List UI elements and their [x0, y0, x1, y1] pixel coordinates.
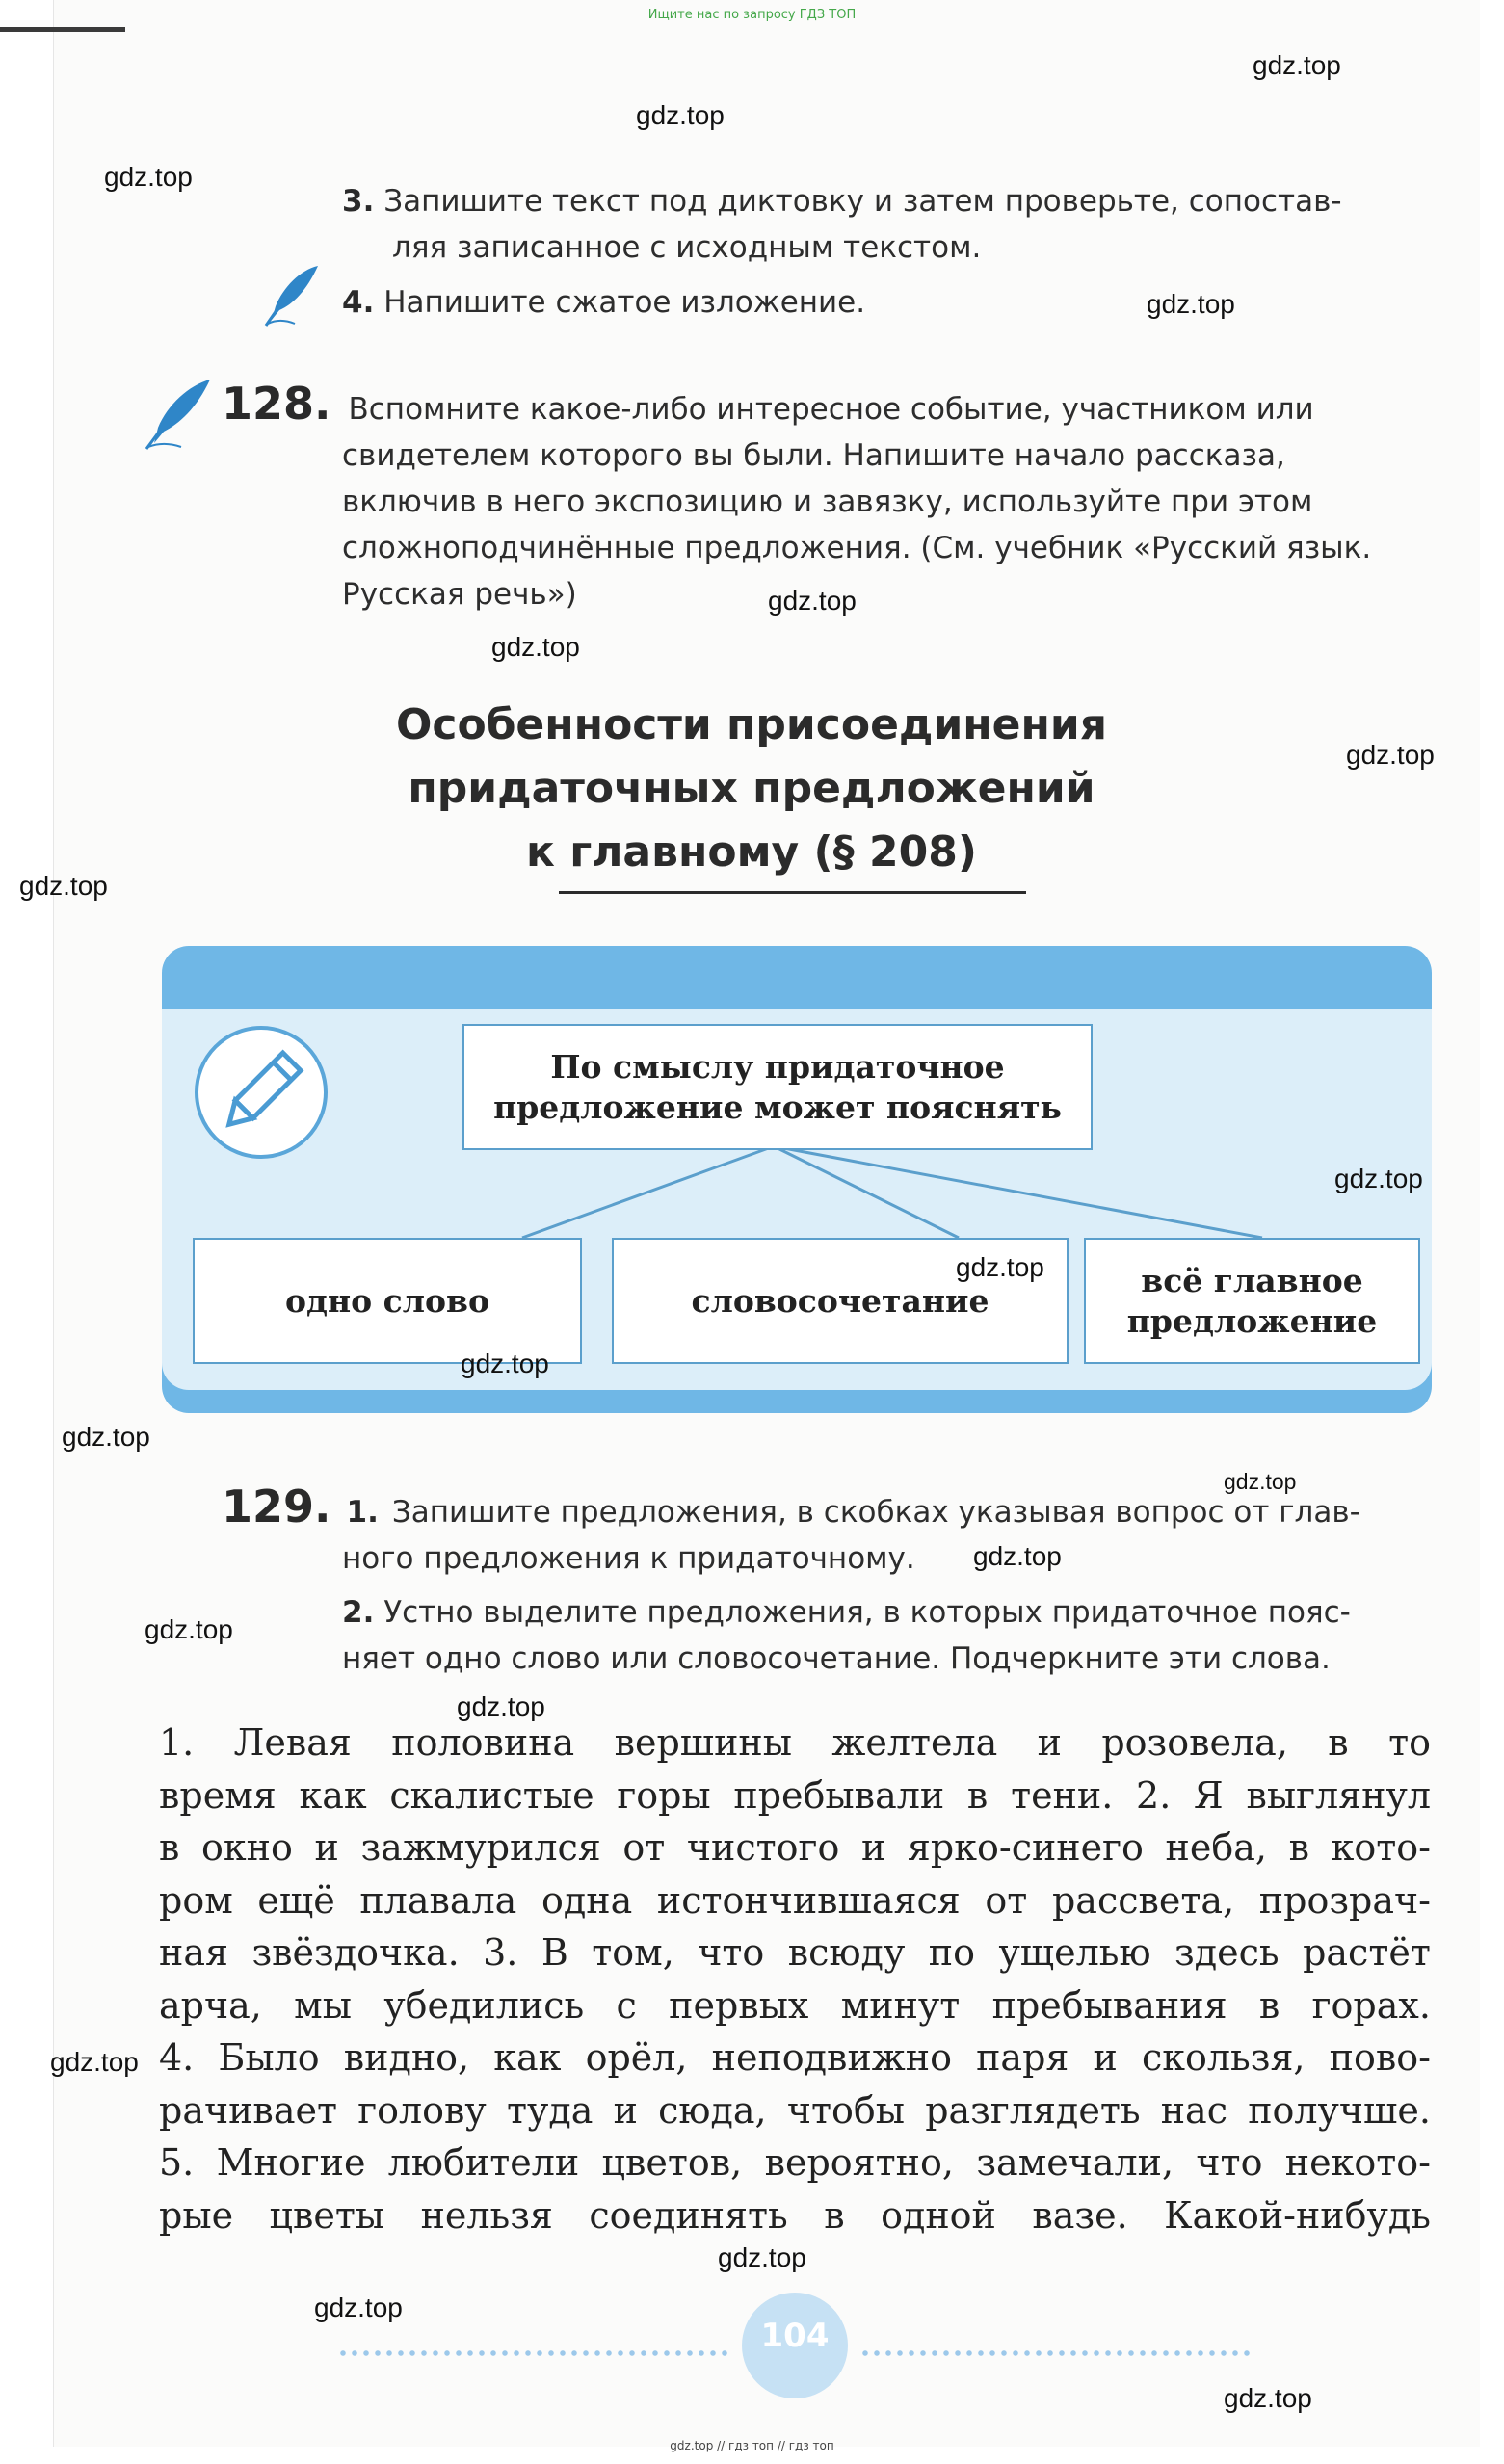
- word: кото-: [1331, 1826, 1431, 1869]
- word: здесь: [1174, 1931, 1280, 1974]
- word: одной: [881, 2193, 996, 2237]
- task-3-line-2: ляя записанное с исходным текстом.: [392, 230, 982, 265]
- word: от: [622, 1826, 666, 1869]
- scheme-box-3-line-1: всё главное: [1141, 1261, 1363, 1299]
- word: и: [1037, 1721, 1062, 1764]
- exercise-129-task-2-number: 2.: [342, 1595, 375, 1630]
- word: видно,: [343, 2036, 470, 2079]
- word: В: [541, 1931, 568, 1974]
- section-heading-line-3: к главному (§ 208): [526, 827, 977, 877]
- word: паря: [976, 2036, 1069, 2079]
- word: горы: [617, 1773, 711, 1817]
- word: скользя,: [1141, 2036, 1306, 2079]
- word: рачивает: [159, 2088, 337, 2132]
- word: в: [824, 2193, 845, 2237]
- exercise-128-line-4: сложноподчинённые предложения. (См. учебник «Русский язык.: [342, 531, 1372, 565]
- watermark: gdz.top: [768, 586, 857, 616]
- word: убедились: [383, 1983, 585, 2027]
- word: вершины: [614, 1721, 792, 1764]
- word: ром: [159, 1878, 233, 1922]
- word: голову: [357, 2088, 487, 2132]
- word: ущелью: [998, 1931, 1151, 1974]
- word: рые: [159, 2193, 234, 2237]
- word: нельзя: [420, 2193, 553, 2237]
- word: зажмурился: [360, 1826, 601, 1869]
- word: орёл,: [585, 2036, 688, 2079]
- exercise-128-line-3: включив в него экспозицию и завязку, используйте при этом: [342, 485, 1313, 519]
- word: плавала: [359, 1878, 517, 1922]
- word: выглянул: [1246, 1773, 1431, 1817]
- text-line-3: [159, 1822, 1431, 1874]
- word: Какой-нибудь: [1164, 2193, 1431, 2237]
- word: скалистые: [389, 1773, 594, 1817]
- word: всюду: [787, 1931, 906, 1974]
- text-line-10: [159, 2189, 1431, 2242]
- exercise-129-number: 129.: [222, 1481, 331, 1533]
- watermark: gdz.top: [19, 871, 108, 901]
- word: первых: [669, 1983, 809, 2027]
- watermark: gdz.top: [491, 632, 580, 662]
- exercise-129-task-2-line-1: Устно выделите предложения, в которых придаточное пояс-: [383, 1595, 1351, 1630]
- word: замечали,: [976, 2141, 1174, 2184]
- watermark: gdz.top: [636, 100, 725, 130]
- word: желтела: [831, 1721, 998, 1764]
- word: 5.: [159, 2141, 195, 2184]
- section-heading-line-1: Особенности присоединения: [395, 700, 1107, 749]
- word: соединять: [589, 2193, 788, 2237]
- word: минут: [840, 1983, 961, 2027]
- text-line-1: [159, 1717, 1431, 1769]
- page-number-dots-left: [337, 2350, 732, 2356]
- watermark: gdz.top: [145, 1614, 233, 1644]
- word: в: [1258, 1983, 1280, 2027]
- word: сюда,: [658, 2088, 767, 2132]
- footer-banner: gdz.top // гдз топ // гдз топ: [670, 2439, 834, 2452]
- word: вазе.: [1032, 2193, 1128, 2237]
- word: 3.: [483, 1931, 518, 1974]
- word: и: [860, 1826, 886, 1869]
- word: тени.: [1011, 1773, 1114, 1817]
- exercise-129-task-2-line-2: няет одно слово или словосочетание. Подчеркните эти слова.: [342, 1641, 1331, 1676]
- word: ная: [159, 1931, 228, 1974]
- word: истончившаяся: [656, 1878, 961, 1922]
- text-line-6: [159, 1979, 1431, 2032]
- word: и: [314, 1826, 339, 1869]
- word: то: [1388, 1721, 1431, 1764]
- watermark: gdz.top: [956, 1252, 1044, 1282]
- watermark: gdz.top: [973, 1541, 1062, 1571]
- word: неба,: [1165, 1826, 1267, 1869]
- word: нас: [1160, 2088, 1227, 2132]
- scheme-main-line-2: предложение может пояснять: [493, 1088, 1062, 1126]
- exercise-128-line-1: Вспомните какое-либо интересное событие, участником или: [348, 392, 1314, 427]
- word: чтобы: [786, 2088, 905, 2132]
- word: 1.: [159, 1721, 195, 1764]
- watermark: gdz.top: [1334, 1164, 1423, 1193]
- word: от: [985, 1878, 1028, 1922]
- scheme-box-phrase: словосочетание: [612, 1238, 1069, 1364]
- word: в: [966, 1773, 989, 1817]
- scheme-box-one-word: одно слово: [193, 1238, 582, 1364]
- word: Многие: [216, 2141, 366, 2184]
- text-line-2: [159, 1769, 1431, 1822]
- word: с: [616, 1983, 637, 2027]
- text-line-9: [159, 2136, 1431, 2189]
- text-line-8: [159, 2084, 1431, 2137]
- word: Я: [1194, 1773, 1224, 1817]
- word: прозрач-: [1258, 1878, 1431, 1922]
- task-4-number: 4.: [342, 285, 375, 320]
- word: цветы: [269, 2193, 385, 2237]
- word: вероятно,: [764, 2141, 954, 2184]
- word: ярко-синего: [907, 1826, 1144, 1869]
- word: любители: [387, 2141, 580, 2184]
- word: пребывания: [991, 1983, 1227, 2027]
- page-number-dots-right: [859, 2350, 1254, 2356]
- exercise-129-text: [159, 1717, 1431, 2241]
- word: неподвижно: [711, 2036, 952, 2079]
- word: цветов,: [601, 2141, 743, 2184]
- exercise-129-task-1-number: 1.: [346, 1495, 379, 1530]
- word: получше.: [1248, 2088, 1431, 2132]
- word: пребывали: [733, 1773, 945, 1817]
- watermark: gdz.top: [50, 2047, 139, 2077]
- word: мы: [294, 1983, 352, 2027]
- word: некото-: [1284, 2141, 1431, 2184]
- word: горах.: [1311, 1983, 1431, 2027]
- word: что: [698, 1931, 765, 1974]
- word: и: [1093, 2036, 1118, 2079]
- watermark: gdz.top: [1224, 1469, 1297, 1494]
- watermark: gdz.top: [314, 2293, 403, 2322]
- word: растёт: [1303, 1931, 1431, 1974]
- watermark: gdz.top: [62, 1422, 150, 1452]
- scheme-main-line-1: По смыслу придаточное: [550, 1047, 1005, 1086]
- text-line-4: [159, 1874, 1431, 1927]
- word: время: [159, 1773, 277, 1817]
- exercise-128-line-2: свидетелем которого вы были. Напишите начало рассказа,: [342, 438, 1285, 473]
- watermark: gdz.top: [1147, 289, 1235, 319]
- word: рассвета,: [1051, 1878, 1235, 1922]
- exercise-128-number: 128.: [222, 378, 331, 430]
- word: пово-: [1329, 2036, 1431, 2079]
- watermark: gdz.top: [718, 2242, 806, 2272]
- word: 4.: [159, 2036, 195, 2079]
- word: звёздочка.: [251, 1931, 460, 1974]
- task-3-number: 3.: [342, 184, 375, 219]
- task-4-text: Напишите сжатое изложение.: [383, 285, 866, 320]
- word: половина: [391, 1721, 575, 1764]
- word: одна: [541, 1878, 633, 1922]
- exercise-129-task-1-line-2: ного предложения к придаточному.: [342, 1541, 915, 1576]
- watermark: gdz.top: [1253, 50, 1341, 80]
- task-3-line-1: Запишите текст под диктовку и затем проверьте, сопостав-: [383, 184, 1342, 219]
- scheme-box-whole-sentence: [1084, 1238, 1420, 1364]
- word: что: [1196, 2141, 1263, 2184]
- watermark: gdz.top: [1224, 2383, 1312, 2413]
- word: разглядеть: [925, 2088, 1141, 2132]
- word: ещё: [257, 1878, 335, 1922]
- word: и: [613, 2088, 638, 2132]
- word: по: [928, 1931, 975, 1974]
- watermark: gdz.top: [104, 162, 193, 192]
- exercise-128-line-5: Русская речь»): [342, 577, 577, 612]
- word: окно: [201, 1826, 293, 1869]
- word: Левая: [233, 1721, 352, 1764]
- word: в: [1328, 1721, 1349, 1764]
- watermark: gdz.top: [457, 1691, 545, 1721]
- watermark: gdz.top: [461, 1349, 549, 1378]
- watermark: gdz.top: [1346, 740, 1435, 770]
- exercise-129-task-1-line-1: Запишите предложения, в скобках указывая вопрос от глав-: [391, 1495, 1360, 1530]
- word: Было: [218, 2036, 320, 2079]
- word: туда: [506, 2088, 594, 2132]
- scheme-box-3-line-2: предложение: [1126, 1301, 1378, 1340]
- header-banner: Ищите нас по запросу ГДЗ ТОП: [647, 8, 857, 22]
- word: арча,: [159, 1983, 262, 2027]
- word: в: [159, 1826, 180, 1869]
- text-line-7: [159, 2031, 1431, 2084]
- exercise-129: [222, 1483, 1436, 1682]
- word: в: [1288, 1826, 1309, 1869]
- section-heading-line-2: придаточных предложений: [408, 764, 1095, 813]
- word: чистого: [686, 1826, 840, 1869]
- text-line-5: [159, 1927, 1431, 1979]
- word: как: [299, 1773, 367, 1817]
- word: как: [493, 2036, 562, 2079]
- page-number: 104: [760, 2317, 830, 2355]
- scheme-main-box: [462, 1024, 1093, 1150]
- word: том,: [592, 1931, 674, 1974]
- word: розовела,: [1101, 1721, 1288, 1764]
- word: 2.: [1136, 1773, 1172, 1817]
